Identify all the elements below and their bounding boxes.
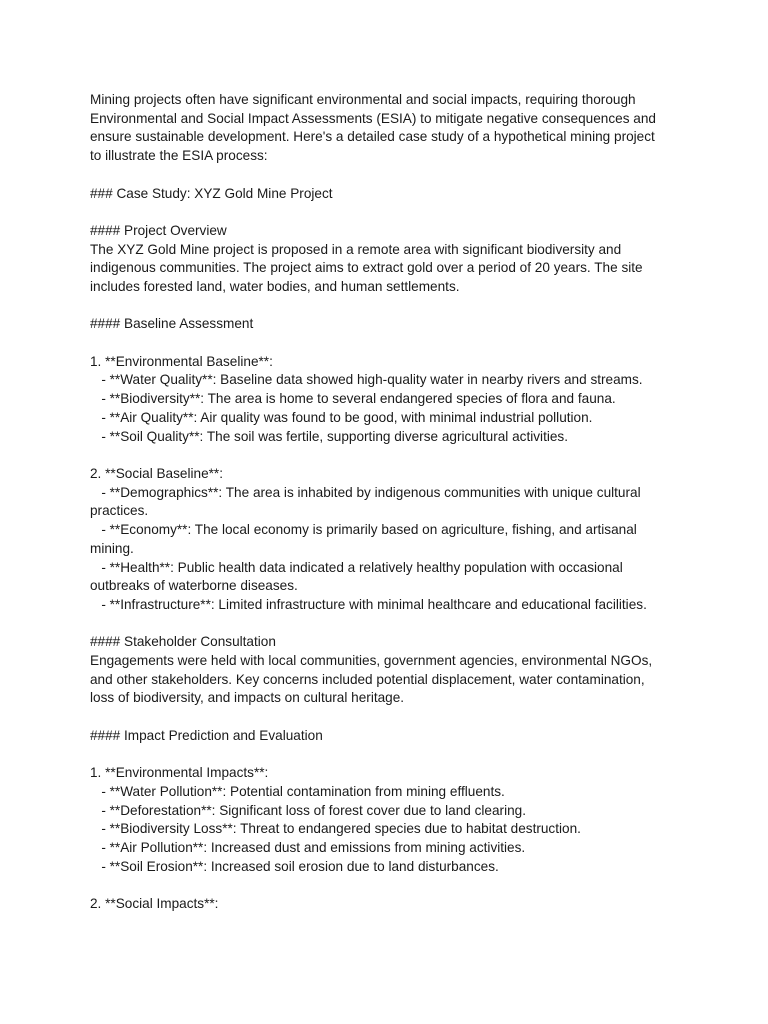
env-baseline-item: - **Biodiversity**: The area is home to several endangered species of flora and fauna.	[90, 391, 616, 407]
env-impacts-item: - **Soil Erosion**: Increased soil erosion due to land disturbances.	[90, 858, 499, 874]
blank-line	[90, 615, 690, 634]
blank-line	[90, 203, 690, 222]
social-baseline-line: - **Economy**: The local economy is primarily based on agriculture, fishing, and artisanal	[90, 522, 637, 538]
blank-line	[90, 297, 690, 316]
intro-line: ensure sustainable development. Here's a detailed case study of a hypothetical mining project	[90, 129, 655, 145]
env-impacts-item: - **Water Pollution**: Potential contamination from mining effluents.	[90, 783, 505, 799]
stakeholder-line: loss of biodiversity, and impacts on cultural heritage.	[90, 690, 405, 706]
social-baseline-line: practices.	[90, 503, 149, 519]
social-baseline-line: - **Infrastructure**: Limited infrastructure with minimal healthcare and educational facilities.	[90, 596, 647, 612]
blank-line	[90, 446, 690, 465]
blank-line	[90, 746, 690, 765]
document-page	[90, 91, 690, 914]
stakeholder-line: Engagements were held with local communities, government agencies, environmental NGOs,	[90, 653, 653, 668]
intro-line: to illustrate the ESIA process:	[90, 148, 268, 164]
blank-line	[90, 876, 690, 895]
env-baseline-item: - **Soil Quality**: The soil was fertile, supporting diverse agricultural activities.	[90, 428, 568, 444]
social-baseline-heading: 2. **Social Baseline**:	[90, 465, 223, 481]
intro-line: Mining projects often have significant environmental and social impacts, requiring thorough	[90, 92, 636, 107]
social-baseline-line: mining.	[90, 540, 134, 556]
blank-line	[90, 166, 690, 185]
env-baseline-item: - **Water Quality**: Baseline data showed high-quality water in nearby rivers and streams.	[90, 372, 643, 388]
social-baseline-line: outbreaks of waterborne diseases.	[90, 578, 298, 594]
overview-heading: #### Project Overview	[90, 222, 227, 238]
env-impacts-item: - **Biodiversity Loss**: Threat to endangered species due to habitat destruction.	[90, 821, 581, 837]
social-impacts-heading: 2. **Social Impacts**:	[90, 896, 219, 912]
social-baseline-line: - **Health**: Public health data indicated a relatively healthy population with occasional	[90, 559, 623, 575]
intro-line: Environmental and Social Impact Assessments (ESIA) to mitigate negative consequences and	[90, 110, 656, 126]
blank-line	[90, 708, 690, 727]
env-baseline-heading: 1. **Environmental Baseline**:	[90, 353, 273, 369]
case-study-heading: ### Case Study: XYZ Gold Mine Project	[90, 185, 333, 201]
env-impacts-item: - **Air Pollution**: Increased dust and emissions from mining activities.	[90, 840, 526, 855]
overview-line: includes forested land, water bodies, and human settlements.	[90, 279, 460, 294]
env-baseline-item: - **Air Quality**: Air quality was found to be good, with minimal industrial pollution.	[90, 409, 593, 425]
overview-line: The XYZ Gold Mine project is proposed in a remote area with significant biodiversity and	[90, 241, 622, 257]
env-impacts-item: - **Deforestation**: Significant loss of forest cover due to land clearing.	[90, 802, 526, 818]
social-baseline-line: - **Demographics**: The area is inhabited by indigenous communities with unique cultural	[90, 484, 641, 500]
env-impacts-heading: 1. **Environmental Impacts**:	[90, 765, 269, 781]
overview-line: indigenous communities. The project aims to extract gold over a period of 20 years. The site	[90, 260, 643, 276]
baseline-heading: #### Baseline Assessment	[90, 316, 254, 332]
stakeholder-heading: #### Stakeholder Consultation	[90, 634, 276, 650]
blank-line	[90, 334, 690, 353]
stakeholder-line: and other stakeholders. Key concerns included potential displacement, water contamination,	[90, 671, 645, 687]
impact-heading: #### Impact Prediction and Evaluation	[90, 727, 323, 743]
